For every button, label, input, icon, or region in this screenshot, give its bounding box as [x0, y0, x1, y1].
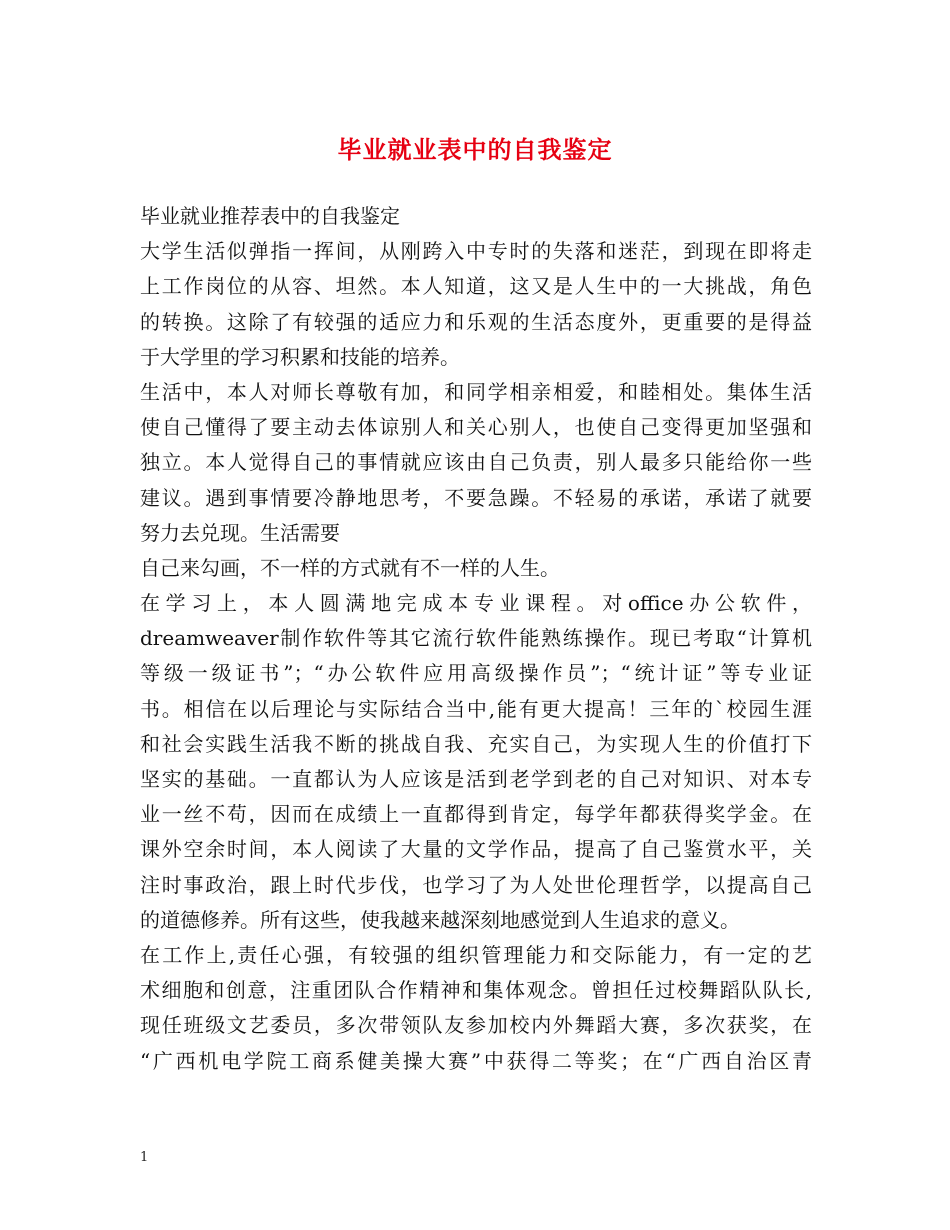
text-line: 于大学里的学习积累和技能的培养。: [140, 344, 460, 369]
text-line: 现任班级文艺委员，多次带领队友参加校内外舞蹈大赛，多次获奖，在: [140, 1013, 812, 1038]
text-line: 毕业就业推荐表中的自我鉴定: [140, 204, 400, 228]
text-line: 课外空余时间，本人阅读了大量的文学作品，提高了自己鉴赏水平，关: [140, 837, 812, 862]
text-line: 努力去兑现。生活需要: [140, 520, 340, 545]
document-title: 毕业就业表中的自我鉴定: [337, 135, 613, 164]
text-line: 独立。本人觉得自己的事情就应该由自己负责，别人最多只能给你一些: [140, 450, 812, 475]
text-line: 大学生活似弹指一挥间，从刚跨入中专时的失落和迷茫，到现在即将走: [140, 239, 812, 264]
text-line: 生活中，本人对师长尊敬有加，和同学相亲相爱，和睦相处。集体生活: [140, 379, 812, 404]
text-line: 的道德修养。所有这些，使我越来越深刻地感觉到人生追求的意义。: [140, 907, 740, 932]
text-line: 自己来勾画，不一样的方式就有不一样的人生。: [140, 555, 560, 580]
text-line: dreamweaver制作软件等其它流行软件能熟练操作。现已考取“计算机: [140, 626, 812, 651]
page-number: 1: [140, 1150, 149, 1165]
text-line: 在工作上,责任心强，有较强的组织管理能力和交际能力，有一定的艺: [140, 942, 812, 967]
text-line: 术细胞和创意，注重团队合作精神和集体观念。曾担任过校舞蹈队队长,: [140, 978, 812, 1003]
document-body: [140, 199, 812, 1079]
text-line: 注时事政治，跟上时代步伐，也学习了为人处世伦理哲学，以提高自己: [140, 872, 812, 897]
text-line: 业一丝不苟，因而在成绩上一直都得到肯定，每学年都获得奖学金。在: [140, 802, 812, 827]
text-line: 在学习上，本人圆满地完成本专业课程。对office办公软件，: [140, 591, 812, 616]
text-line: 上工作岗位的从容、坦然。本人知道，这又是人生中的一大挑战，角色: [140, 274, 812, 299]
text-line: 和社会实践生活我不断的挑战自我、充实自己，为实现人生的价值打下: [140, 731, 812, 756]
text-line: 的转换。这除了有较强的适应力和乐观的生活态度外，更重要的是得益: [140, 309, 812, 334]
text-line: 坚实的基础。一直都认为人应该是活到老学到老的自己对知识、对本专: [140, 767, 812, 791]
text-line: 等级一级证书”；“办公软件应用高级操作员”；“统计证”等专业证: [140, 661, 812, 686]
text-line: 建议。遇到事情要冷静地思考，不要急躁。不轻易的承诺，承诺了就要: [140, 485, 812, 510]
text-line: 使自己懂得了要主动去体谅别人和关心别人，也使自己变得更加坚强和: [140, 415, 812, 440]
text-line: “广西机电学院工商系健美操大赛”中获得二等奖；在“广西自治区青: [140, 1048, 812, 1073]
text-line: 书。相信在以后理论与实际结合当中,能有更大提高！三年的`校园生涯: [140, 696, 812, 721]
